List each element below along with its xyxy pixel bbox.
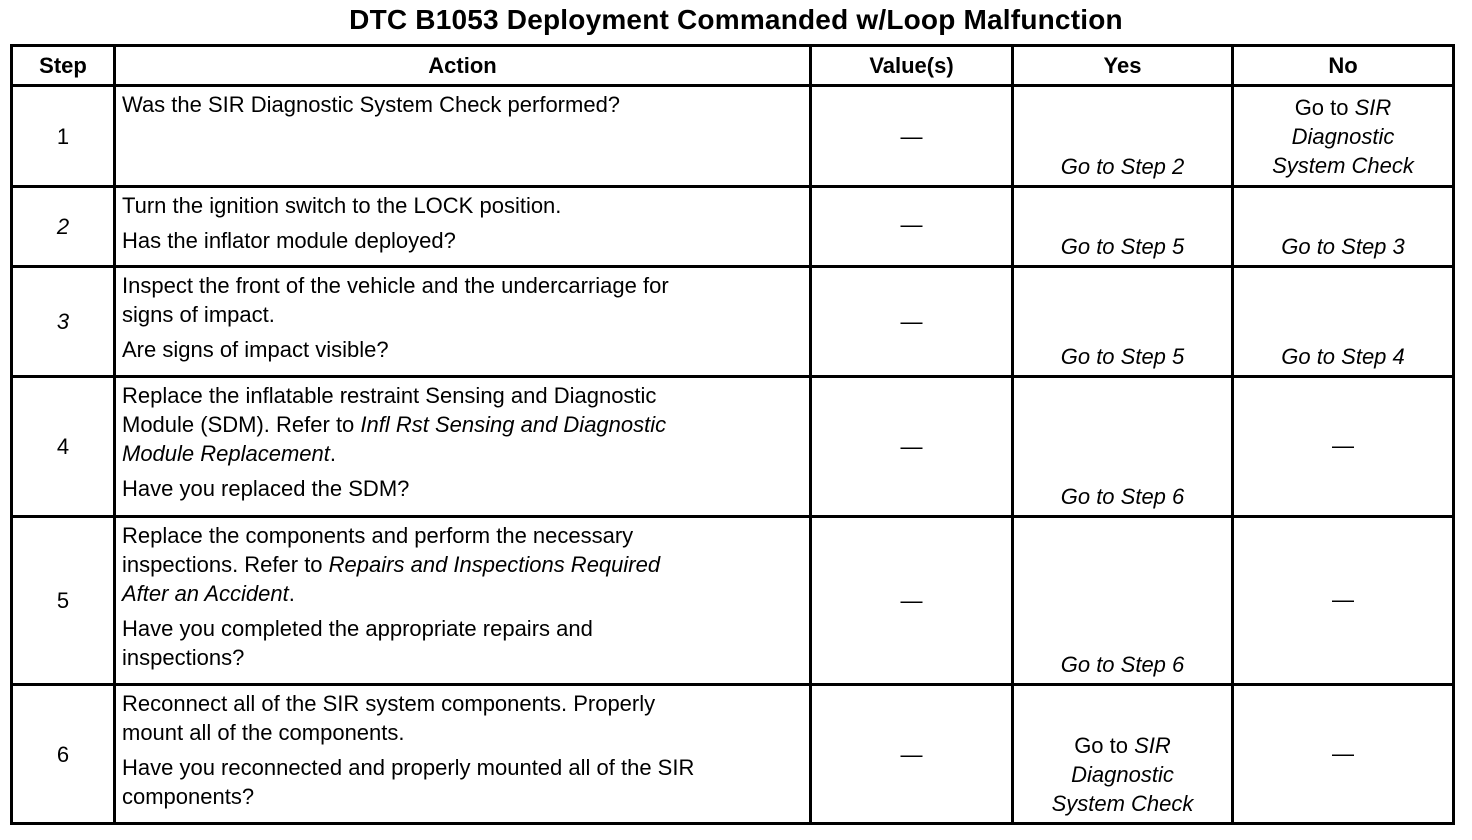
text-run: Turn the ignition switch to the LOCK position. xyxy=(122,193,562,218)
table-row xyxy=(12,517,1454,685)
action-cell xyxy=(115,377,811,517)
header-action: Action xyxy=(115,46,811,86)
text-run: . xyxy=(288,581,295,606)
text-run: Inspect the front of the vehicle and the undercarriage for xyxy=(122,273,669,298)
value-cell: — xyxy=(811,377,1013,517)
action-paragraph xyxy=(122,689,803,747)
header-row xyxy=(12,46,1454,86)
italic-reference-text: Diagnostic xyxy=(1071,762,1174,787)
value-cell: — xyxy=(811,267,1013,377)
action-cell xyxy=(115,517,811,685)
text-run: — xyxy=(1332,740,1354,766)
table-row xyxy=(12,685,1454,824)
italic-reference-text: SIR xyxy=(1354,95,1392,120)
text-run: Replace the inflatable restraint Sensing and Diagnostic xyxy=(122,383,657,408)
step-number: 6 xyxy=(12,685,115,824)
text-run: Has the inflator module deployed? xyxy=(122,228,456,253)
table-row xyxy=(12,187,1454,267)
header-step: Step xyxy=(12,46,115,86)
italic-reference-text: Diagnostic xyxy=(1291,124,1395,149)
italic-reference-text: Go to Step 4 xyxy=(1281,344,1405,369)
step-number: 2 xyxy=(12,187,115,267)
diagnostic-table xyxy=(10,44,1455,825)
text-run: Was the SIR Diagnostic System Check performed? xyxy=(122,92,621,117)
header-no: No xyxy=(1233,46,1454,86)
step-number: 3 xyxy=(12,267,115,377)
no-cell xyxy=(1233,86,1454,187)
text-run: Are signs of impact visible? xyxy=(122,337,389,362)
value-cell: — xyxy=(811,685,1013,824)
text-run: signs of impact. xyxy=(122,302,275,327)
action-paragraph xyxy=(122,753,803,811)
value-cell: — xyxy=(811,86,1013,187)
action-paragraph xyxy=(122,191,803,220)
yes-cell: Go to Step 6 xyxy=(1013,377,1233,517)
text-run: Go to xyxy=(1074,733,1135,758)
text-run: mount all of the components. xyxy=(122,720,405,745)
action-cell xyxy=(115,86,811,187)
action-cell xyxy=(115,267,811,377)
text-run: inspections. Refer to xyxy=(122,552,329,577)
text-run: Have you replaced the SDM? xyxy=(122,476,410,501)
italic-reference-text: Repairs and Inspections Required xyxy=(328,552,661,577)
italic-reference-text: Infl Rst Sensing and Diagnostic xyxy=(360,412,667,437)
step-number: 1 xyxy=(12,86,115,187)
action-paragraph xyxy=(122,381,803,468)
italic-reference-text: System Check xyxy=(1272,153,1414,178)
italic-reference-text: System Check xyxy=(1051,791,1194,816)
action-paragraph xyxy=(122,271,803,329)
yes-cell xyxy=(1013,685,1233,824)
italic-reference-text: Go to Step 3 xyxy=(1281,234,1405,259)
no-cell xyxy=(1233,377,1454,517)
no-cell xyxy=(1233,187,1454,267)
action-paragraph xyxy=(122,474,803,503)
text-run: — xyxy=(1332,433,1354,458)
value-cell: — xyxy=(811,517,1013,685)
header-values: Value(s) xyxy=(811,46,1013,86)
document-title: DTC B1053 Deployment Commanded w/Loop Malfunction xyxy=(349,4,1123,35)
text-run: Have you completed the appropriate repairs and xyxy=(122,616,593,641)
italic-reference-text: Module Replacement xyxy=(122,441,330,466)
value-cell: — xyxy=(811,187,1013,267)
italic-reference-text: After an Accident xyxy=(122,581,289,606)
yes-cell: Go to Step 2 xyxy=(1013,86,1233,187)
action-cell xyxy=(115,685,811,824)
action-paragraph xyxy=(122,521,803,608)
header-yes: Yes xyxy=(1013,46,1233,86)
text-run: inspections? xyxy=(122,645,245,670)
text-run: components? xyxy=(122,784,255,809)
italic-reference-text: SIR xyxy=(1134,733,1171,758)
text-run: Go to xyxy=(1294,95,1355,120)
action-cell xyxy=(115,187,811,267)
no-cell xyxy=(1233,517,1454,685)
table-row xyxy=(12,86,1454,187)
yes-cell: Go to Step 6 xyxy=(1013,517,1233,685)
text-run: Reconnect all of the SIR system components. Properly xyxy=(122,691,656,716)
text-run: Have you reconnected and properly mounted all of the SIR xyxy=(122,755,695,780)
yes-cell: Go to Step 5 xyxy=(1013,187,1233,267)
text-run: Module (SDM). Refer to xyxy=(122,412,361,437)
text-run: Replace the components and perform the necessary xyxy=(122,523,634,548)
action-paragraph xyxy=(122,335,803,364)
yes-cell: Go to Step 5 xyxy=(1013,267,1233,377)
no-cell xyxy=(1233,267,1454,377)
table-row xyxy=(12,267,1454,377)
action-paragraph xyxy=(122,614,803,672)
text-run: — xyxy=(1332,587,1354,612)
action-paragraph xyxy=(122,226,803,255)
no-cell xyxy=(1233,685,1454,824)
table-row xyxy=(12,377,1454,517)
action-paragraph xyxy=(122,90,803,119)
step-number: 4 xyxy=(12,377,115,517)
text-run: . xyxy=(329,441,337,466)
step-number: 5 xyxy=(12,517,115,685)
